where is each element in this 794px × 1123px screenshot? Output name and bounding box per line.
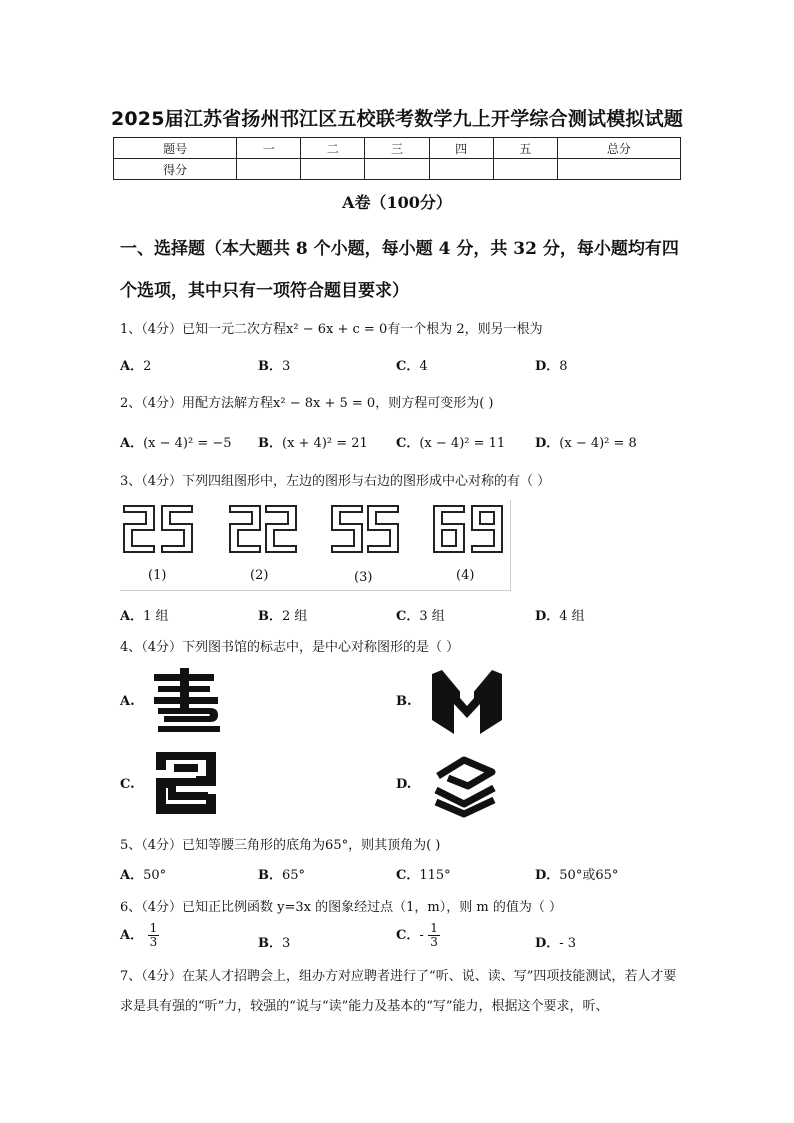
q4-option-a-label[interactable]: A. xyxy=(120,694,135,709)
q6-option-d[interactable]: D．- 3 xyxy=(535,936,577,951)
score-cell[interactable] xyxy=(493,159,557,180)
q2-equation: x² − 8x + 5 = 0 xyxy=(273,396,376,411)
q6-option-b[interactable]: B．3 xyxy=(258,936,291,951)
q4-option-b-label[interactable]: B. xyxy=(396,694,412,709)
q5-option-b[interactable]: B．65° xyxy=(258,868,306,883)
q2-option-c[interactable]: C．(x − 4)² = 11 xyxy=(396,436,506,451)
q6-option-a-fraction: $\frac{1}{3}$ xyxy=(149,921,158,949)
score-header-cell: 总分 xyxy=(557,138,680,159)
q6-option-c-fraction: $\frac{1}{3}$ xyxy=(430,921,438,949)
question-3: 3、（4分）下列四组图形中，左边的图形与右边的图形成中心对称的有（ ） xyxy=(120,474,551,489)
section-1-heading: 一、选择题（本大题共 8 个小题，每小题 4 分，共 32 分，每小题均有四个选项，其中只有一项符合题目要求） xyxy=(120,239,679,301)
score-header-cell: 五 xyxy=(493,138,557,159)
q2-suffix: ，则方程可变形为( ) xyxy=(375,396,494,411)
q4-logo-c-icon xyxy=(150,748,222,818)
q3-option-b[interactable]: B．2 组 xyxy=(258,609,308,624)
q1-equation: x² − 6x + c = 0 xyxy=(286,322,388,337)
q4-logo-a-icon xyxy=(152,668,224,734)
q1-option-d[interactable]: D．8 xyxy=(535,359,568,374)
q3-figure-panel xyxy=(120,500,511,591)
score-table-header-row xyxy=(114,138,681,159)
score-header-cell: 四 xyxy=(429,138,493,159)
q6-option-a[interactable]: A． $\frac{1}{3}$ xyxy=(120,921,158,949)
score-header-cell: 一 xyxy=(237,138,301,159)
question-2 xyxy=(120,392,494,411)
q2-option-a[interactable]: A．(x − 4)² = −5 xyxy=(120,436,232,451)
score-header-cell: 题号 xyxy=(114,138,237,159)
score-table xyxy=(113,137,681,180)
score-header-cell: 三 xyxy=(365,138,429,159)
figure-1-digits xyxy=(124,506,192,552)
q1-option-a[interactable]: A．2 xyxy=(120,359,152,374)
question-6: 6、（4分）已知正比例函数 y=3x 的图象经过点（1，m），则 m 的值为（ ） xyxy=(120,900,562,915)
q3-option-a[interactable]: A．1 组 xyxy=(120,609,169,624)
q3-figure-label-4: (4) xyxy=(456,568,475,583)
score-cell[interactable] xyxy=(557,159,680,180)
q1-option-c[interactable]: C．4 xyxy=(396,359,428,374)
q5-option-c[interactable]: C．115° xyxy=(396,868,451,883)
q3-figure-label-2: (2) xyxy=(250,568,269,583)
q5-option-a[interactable]: A．50° xyxy=(120,868,167,883)
question-1 xyxy=(120,318,543,337)
score-header-cell: 二 xyxy=(301,138,365,159)
q1-option-b[interactable]: B．3 xyxy=(258,359,291,374)
q4-option-d-label[interactable]: D. xyxy=(396,777,412,792)
q2-option-d[interactable]: D．(x − 4)² = 8 xyxy=(535,436,637,451)
q4-option-c-label[interactable]: C. xyxy=(120,777,135,792)
q3-option-c[interactable]: C．3 组 xyxy=(396,609,445,624)
score-row-label: 得分 xyxy=(114,159,237,180)
score-cell[interactable] xyxy=(365,159,429,180)
q1-prefix: 1、（4分）已知一元二次方程 xyxy=(120,322,287,337)
q3-option-d[interactable]: D．4 组 xyxy=(535,609,585,624)
q3-figure-label-1: (1) xyxy=(148,568,167,583)
score-table-score-row xyxy=(114,159,681,180)
question-5: 5、（4分）已知等腰三角形的底角为65°，则其顶角为( ) xyxy=(120,838,441,853)
question-7: 7、（4分）在某人才招聘会上，组办方对应聘者进行了“听、说、读、写”四项技能测试，若人才要求是具有强的“听”力，较强的“说与“读”能力及基本的“写”能力，根据这个要求，听、 xyxy=(120,969,677,1014)
exam-title: 2025届江苏省扬州邗江区五校联考数学九上开学综合测试模拟试题 xyxy=(110,108,684,130)
q3-digit-figures xyxy=(120,500,510,590)
question-4: 4、（4分）下列图书馆的标志中，是中心对称图形的是（ ） xyxy=(120,640,460,655)
q2-prefix: 2、（4分）用配方法解方程 xyxy=(120,396,274,411)
q3-figure-label-3: (3) xyxy=(354,570,373,585)
q4-logo-d-icon xyxy=(428,750,502,818)
q2-option-b[interactable]: B．(x + 4)² = 21 xyxy=(258,436,368,451)
score-cell[interactable] xyxy=(237,159,301,180)
q6-option-c[interactable]: C．- $\frac{1}{3}$ xyxy=(396,921,438,949)
section-a-heading: A卷（100分） xyxy=(342,193,452,212)
score-cell[interactable] xyxy=(429,159,493,180)
q1-suffix: 有一个根为 2，则另一根为 xyxy=(387,322,543,337)
q4-logo-b-icon xyxy=(430,670,504,736)
q5-option-d[interactable]: D．50°或65° xyxy=(535,868,619,883)
score-cell[interactable] xyxy=(301,159,365,180)
